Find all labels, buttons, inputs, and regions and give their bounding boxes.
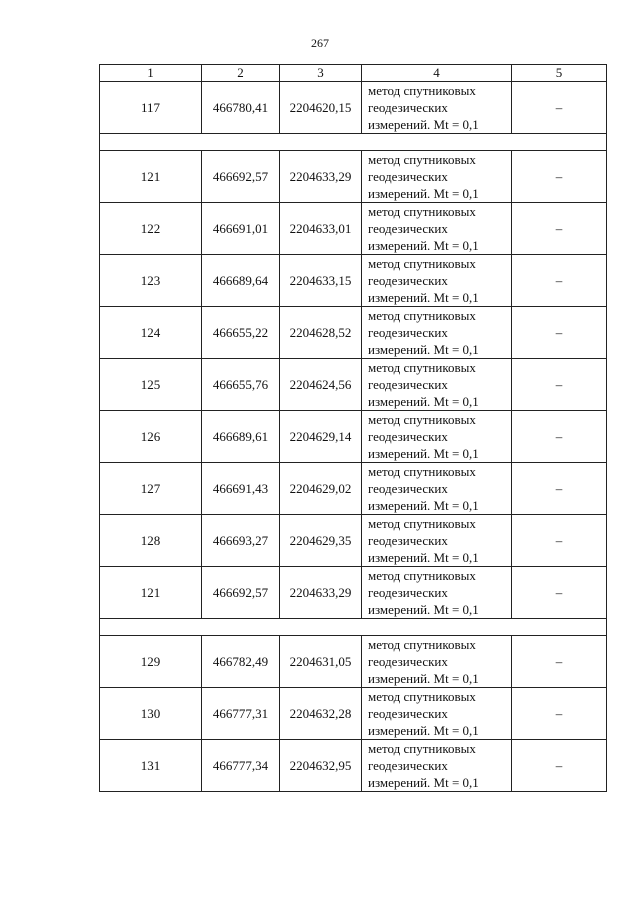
page-number: 267 [311,36,329,50]
method-cell [362,255,512,307]
method-text-line: метод спутниковых [368,152,476,167]
method-cell [362,463,512,515]
table-row [100,636,607,688]
method-cell [362,636,512,688]
method-cell [362,307,512,359]
table-row [100,255,607,307]
method-cell [362,411,512,463]
method-text-line: измерений. Mt = 0,1 [368,498,479,513]
method-text-line: измерений. Mt = 0,1 [368,238,479,253]
accuracy-value-cell: – [512,411,607,463]
method-text-line: метод спутниковых [368,516,476,531]
y-coordinate-cell: 2204633,29 [280,151,362,203]
accuracy-value-cell: – [512,151,607,203]
table-row [100,359,607,411]
method-text-line: геодезических [368,654,448,669]
accuracy-value-cell: – [512,255,607,307]
table-body [100,82,607,792]
method-text-line: геодезических [368,100,448,115]
method-text-line: метод спутниковых [368,464,476,479]
point-number-cell: 124 [100,307,202,359]
method-text-line: метод спутниковых [368,741,476,756]
point-number-cell: 129 [100,636,202,688]
x-coordinate-cell: 466689,64 [202,255,280,307]
point-number-cell: 125 [100,359,202,411]
point-number-cell: 127 [100,463,202,515]
column-header: 5 [512,65,607,82]
method-cell [362,359,512,411]
method-text-line: измерений. Mt = 0,1 [368,775,479,790]
x-coordinate-cell: 466692,57 [202,567,280,619]
y-coordinate-cell: 2204628,52 [280,307,362,359]
point-number-cell: 130 [100,688,202,740]
x-coordinate-cell: 466691,01 [202,203,280,255]
point-number-cell: 117 [100,82,202,134]
column-header: 1 [100,65,202,82]
method-cell [362,203,512,255]
method-text-line: измерений. Mt = 0,1 [368,342,479,357]
y-coordinate-cell: 2204633,29 [280,567,362,619]
method-text-line: геодезических [368,481,448,496]
y-coordinate-cell: 2204629,02 [280,463,362,515]
table-row [100,82,607,134]
method-text-line: метод спутниковых [368,308,476,323]
separator-cell [100,134,607,151]
y-coordinate-cell: 2204632,28 [280,688,362,740]
method-cell [362,515,512,567]
column-header: 2 [202,65,280,82]
y-coordinate-cell: 2204632,95 [280,740,362,792]
table-row [100,151,607,203]
method-text-line: геодезических [368,169,448,184]
accuracy-value-cell: – [512,359,607,411]
x-coordinate-cell: 466689,61 [202,411,280,463]
method-text-line: метод спутниковых [368,83,476,98]
separator-row [100,619,607,636]
table-row [100,307,607,359]
method-cell [362,82,512,134]
method-text-line: геодезических [368,429,448,444]
y-coordinate-cell: 2204633,15 [280,255,362,307]
table-row [100,203,607,255]
coordinates-table [99,64,607,792]
point-number-cell: 131 [100,740,202,792]
accuracy-value-cell: – [512,740,607,792]
point-number-cell: 121 [100,151,202,203]
accuracy-value-cell: – [512,203,607,255]
method-text-line: геодезических [368,706,448,721]
method-text-line: метод спутниковых [368,256,476,271]
table-row [100,688,607,740]
method-text-line: измерений. Mt = 0,1 [368,117,479,132]
method-text-line: метод спутниковых [368,568,476,583]
x-coordinate-cell: 466655,76 [202,359,280,411]
y-coordinate-cell: 2204631,05 [280,636,362,688]
separator-row [100,134,607,151]
column-header: 4 [362,65,512,82]
method-text-line: геодезических [368,221,448,236]
method-cell [362,567,512,619]
table-row [100,515,607,567]
method-text-line: геодезических [368,533,448,548]
method-cell [362,151,512,203]
table-header-row [100,65,607,82]
method-text-line: измерений. Mt = 0,1 [368,446,479,461]
accuracy-value-cell: – [512,307,607,359]
table-row [100,567,607,619]
point-number-cell: 123 [100,255,202,307]
point-number-cell: 122 [100,203,202,255]
accuracy-value-cell: – [512,515,607,567]
method-text-line: метод спутниковых [368,412,476,427]
method-text-line: геодезических [368,325,448,340]
table-row [100,463,607,515]
y-coordinate-cell: 2204620,15 [280,82,362,134]
method-cell [362,688,512,740]
accuracy-value-cell: – [512,567,607,619]
x-coordinate-cell: 466655,22 [202,307,280,359]
method-text-line: геодезических [368,377,448,392]
method-text-line: измерений. Mt = 0,1 [368,186,479,201]
point-number-cell: 126 [100,411,202,463]
column-header: 3 [280,65,362,82]
method-text-line: метод спутниковых [368,204,476,219]
separator-cell [100,619,607,636]
method-text-line: измерений. Mt = 0,1 [368,671,479,686]
table-row [100,411,607,463]
method-text-line: метод спутниковых [368,689,476,704]
method-text-line: геодезических [368,758,448,773]
accuracy-value-cell: – [512,636,607,688]
x-coordinate-cell: 466782,49 [202,636,280,688]
method-text-line: измерений. Mt = 0,1 [368,550,479,565]
accuracy-value-cell: – [512,463,607,515]
x-coordinate-cell: 466692,57 [202,151,280,203]
method-text-line: геодезических [368,585,448,600]
y-coordinate-cell: 2204629,14 [280,411,362,463]
method-text-line: метод спутниковых [368,360,476,375]
x-coordinate-cell: 466777,34 [202,740,280,792]
table-row [100,740,607,792]
x-coordinate-cell: 466780,41 [202,82,280,134]
method-text-line: измерений. Mt = 0,1 [368,394,479,409]
method-text-line: метод спутниковых [368,637,476,652]
method-text-line: геодезических [368,273,448,288]
x-coordinate-cell: 466693,27 [202,515,280,567]
accuracy-value-cell: – [512,82,607,134]
point-number-cell: 128 [100,515,202,567]
y-coordinate-cell: 2204624,56 [280,359,362,411]
method-text-line: измерений. Mt = 0,1 [368,602,479,617]
point-number-cell: 121 [100,567,202,619]
x-coordinate-cell: 466691,43 [202,463,280,515]
accuracy-value-cell: – [512,688,607,740]
x-coordinate-cell: 466777,31 [202,688,280,740]
method-cell [362,740,512,792]
y-coordinate-cell: 2204629,35 [280,515,362,567]
method-text-line: измерений. Mt = 0,1 [368,723,479,738]
y-coordinate-cell: 2204633,01 [280,203,362,255]
method-text-line: измерений. Mt = 0,1 [368,290,479,305]
